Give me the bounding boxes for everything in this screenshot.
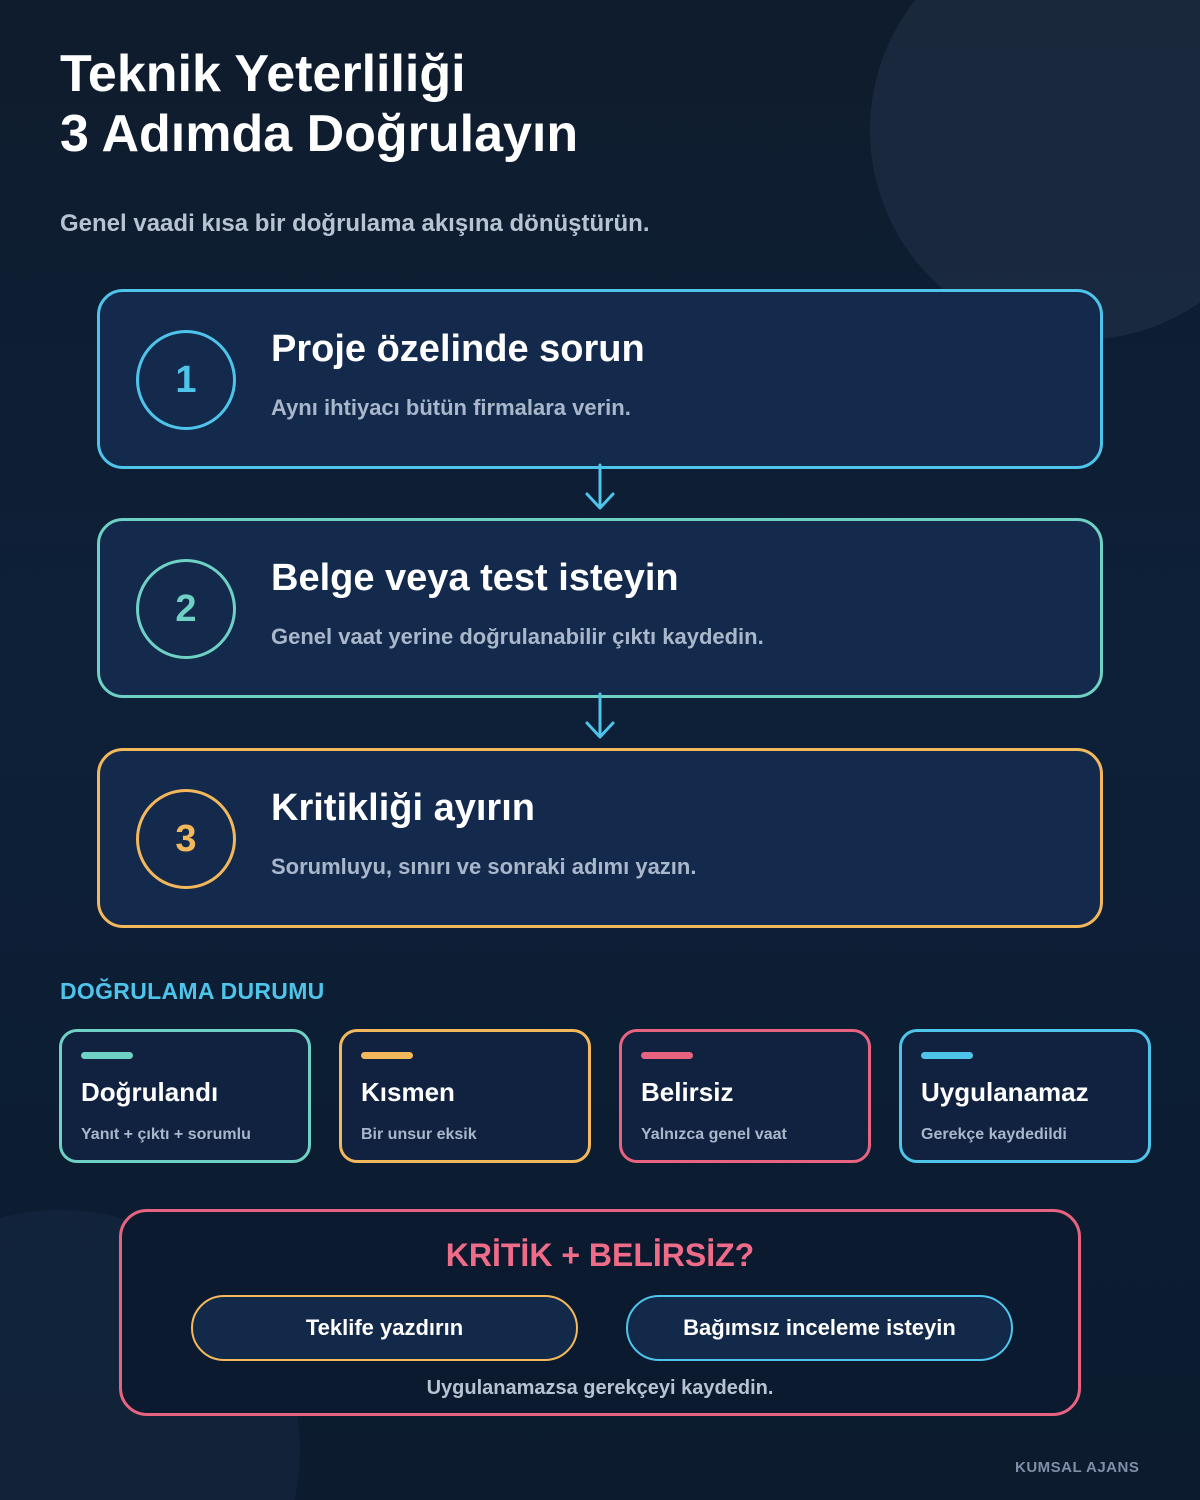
- page-title: [60, 44, 578, 164]
- step-title: Belge veya test isteyin: [271, 557, 679, 599]
- status-description: Yalnızca genel vaat: [641, 1126, 787, 1143]
- status-color-bar: [641, 1052, 693, 1059]
- step-card-1: [97, 289, 1103, 469]
- status-card-partial: [339, 1029, 591, 1163]
- arrow-down-icon: [580, 692, 620, 742]
- step-title: Proje özelinde sorun: [271, 328, 645, 370]
- step-card-3: [97, 748, 1103, 928]
- option-pill-independent-review: Bağımsız inceleme isteyin: [626, 1295, 1013, 1361]
- critical-note: Uygulanamazsa gerekçeyi kaydedin.: [426, 1377, 774, 1399]
- status-title: Uygulanamaz: [921, 1077, 1089, 1107]
- status-title: Kısmen: [361, 1077, 455, 1107]
- status-title: Belirsiz: [641, 1077, 734, 1107]
- status-card-not-applicable: [899, 1029, 1151, 1163]
- title-line: 3 Adımda Doğrulayın: [60, 105, 579, 163]
- status-title: Doğrulandı: [81, 1077, 219, 1107]
- status-card-verified: [59, 1029, 311, 1163]
- step-description: Genel vaat yerine doğrulanabilir çıktı kaydedin.: [271, 624, 764, 649]
- brand-footer: KUMSAL AJANS: [1015, 1459, 1140, 1476]
- step-number-badge: 2: [136, 559, 236, 659]
- page-subtitle: Genel vaadi kısa bir doğrulama akışına dönüştürün.: [60, 210, 650, 237]
- status-card-uncertain: [619, 1029, 871, 1163]
- step-number-badge: 3: [136, 789, 236, 889]
- title-line: Teknik Yeterliliği: [60, 45, 466, 103]
- status-color-bar: [361, 1052, 413, 1059]
- step-title: Kritikliği ayırın: [271, 787, 535, 829]
- option-pill-add-to-offer: Teklife yazdırın: [191, 1295, 578, 1361]
- status-description: Gerekçe kaydedildi: [921, 1126, 1067, 1143]
- step-card-2: [97, 518, 1103, 698]
- step-number-badge: 1: [136, 330, 236, 430]
- arrow-down-icon: [580, 463, 620, 513]
- status-description: Bir unsur eksik: [361, 1126, 477, 1143]
- status-color-bar: [81, 1052, 133, 1059]
- step-description: Aynı ihtiyacı bütün firmalara verin.: [271, 395, 631, 420]
- section-label: DOĞRULAMA DURUMU: [60, 978, 325, 1004]
- critical-title: KRİTİK + BELİRSİZ?: [445, 1237, 755, 1273]
- status-description: Yanıt + çıktı + sorumlu: [81, 1126, 251, 1143]
- critical-decision-box: [119, 1209, 1081, 1416]
- status-color-bar: [921, 1052, 973, 1059]
- step-description: Sorumluyu, sınırı ve sonraki adımı yazın.: [271, 854, 697, 879]
